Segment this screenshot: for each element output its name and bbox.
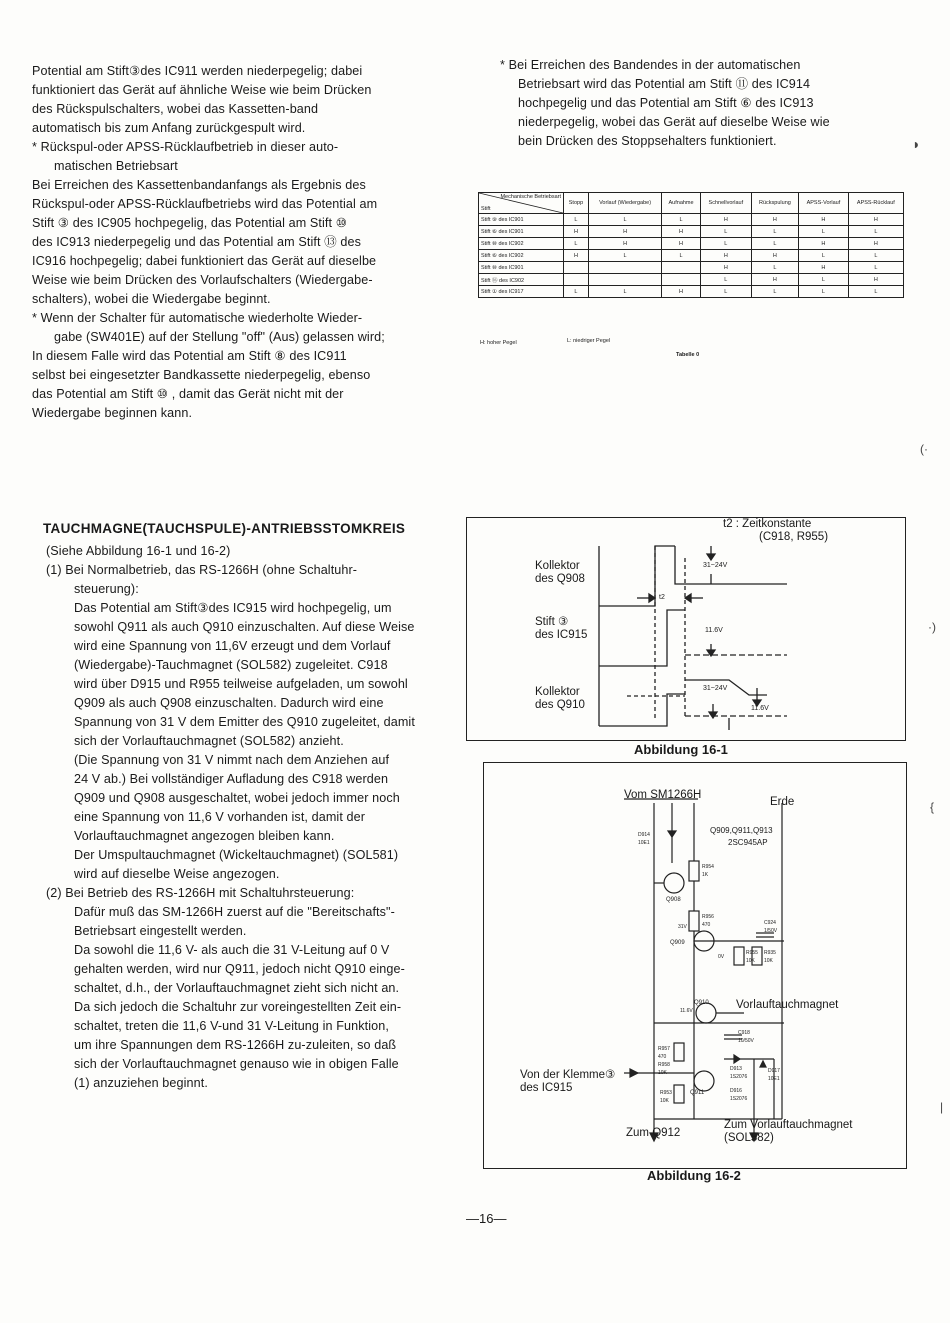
d917-label: D917 10E1 <box>768 1068 780 1082</box>
erde-label: Erde <box>770 796 795 808</box>
transistor-type-label: 2SC945AP <box>728 838 768 847</box>
c924-label: C924 1/50V <box>764 920 778 934</box>
level-cell: L <box>751 262 798 274</box>
section-heading: TAUCHMAGNE(TAUCHSPULE)-ANTRIEBSSTOMKREIS <box>43 521 406 536</box>
level-cell <box>662 274 701 286</box>
text-line: wird eine Spannung von 11,6V erzeugt und dem Vorlauf <box>74 639 391 653</box>
figure-16-2 <box>483 762 907 1169</box>
text-line: Q909 als auch Q908 einzuschalten. Dadurch wird eine <box>74 696 384 710</box>
text-line: * Bei Erreichen des Bandendes in der automatischen <box>500 58 801 72</box>
level-cell: H <box>799 262 849 274</box>
table-row <box>479 286 904 298</box>
voltage-label: 31~24V <box>703 562 728 569</box>
level-cell: H <box>700 262 751 274</box>
column-header: Rückspulung <box>751 193 798 214</box>
r955-label: R955 10K <box>746 950 758 964</box>
column-header: Stopp <box>564 193 589 214</box>
voltage-0v-label: 0V <box>718 954 725 960</box>
text-line: automatisch bis zum Anfang zurückgespult wird. <box>32 121 306 135</box>
text-line: sowohl Q911 als auch Q910 einzuschalten. Auf diese Weise <box>74 620 415 634</box>
text-line: matischen Betriebsart <box>54 159 178 173</box>
voltage-label: 11.6V <box>705 627 723 634</box>
pin-cell: Stift ⑨ des IC901 <box>479 214 564 226</box>
level-cell: L <box>564 214 589 226</box>
d913-label: D913 1S2076 <box>730 1066 748 1080</box>
level-cell: H <box>751 214 798 226</box>
stift3-ic915-label: Stift ③ des IC915 <box>535 616 588 641</box>
text-line: (Wiedergabe)-Tauchmagnet (SOL582) zugeleitet. C918 <box>74 658 388 672</box>
circuit-schematic <box>484 763 906 1168</box>
table-row <box>479 226 904 238</box>
level-cell <box>588 274 661 286</box>
text-line: Rückspul-oder APSS-Rücklaufbetriebs wird das Potential am <box>32 197 378 211</box>
level-cell <box>564 262 589 274</box>
kollektor-q910-label: Kollektor des Q910 <box>535 686 585 711</box>
table-header-row <box>479 193 904 214</box>
pin-cell: Stift ⑥ des IC902 <box>479 250 564 262</box>
level-cell: H <box>662 238 701 250</box>
r935-label: R935 10K <box>764 950 776 964</box>
text-line: (Siehe Abbildung 16-1 und 16-2) <box>46 544 231 558</box>
level-cell: L <box>700 286 751 298</box>
column-header: Vorlauf (Wiedergabe) <box>588 193 661 214</box>
level-cell: L <box>588 214 661 226</box>
legend-low: L: niedriger Pegel <box>567 338 611 344</box>
level-cell: H <box>700 214 751 226</box>
level-cell: H <box>588 238 661 250</box>
d916-label: D916 1S2076 <box>730 1088 748 1102</box>
kollektor-q908-label: Kollektor des Q908 <box>535 560 585 585</box>
table-row <box>479 250 904 262</box>
text-line: Stift ③ des IC905 hochpegelig, das Potential am Stift ⑩ <box>32 216 348 230</box>
text-line: Potential am Stift③des IC911 werden niederpegelig; dabei <box>32 64 363 78</box>
level-cell: L <box>588 250 661 262</box>
right-top-text <box>500 56 890 151</box>
level-cell: L <box>848 262 903 274</box>
level-cell: L <box>700 226 751 238</box>
pin-cell: Stift ⑯ des IC902 <box>479 274 564 286</box>
t2-ref: (C918, R955) <box>759 531 829 543</box>
margin-mark: (· <box>920 442 928 456</box>
level-cell: L <box>799 226 849 238</box>
text-line: des IC913 niederpegelig und das Potential am Stift ⑬ des <box>32 235 362 249</box>
level-cell: L <box>751 226 798 238</box>
text-line: Spannung von 31 V dem Emitter des Q910 zugeleitet, damit <box>74 715 415 729</box>
voltage-31v-label: 31V <box>678 924 687 930</box>
text-line: (1) Bei Normalbetrieb, das RS-1266H (ohne Schaltuhr- <box>46 563 358 577</box>
text-line: steuerung): <box>74 582 139 596</box>
text-line: des Rückspulschalters, wobei das Kassetten-band <box>32 102 319 116</box>
text-line: wird über D915 und R955 teilweise aufgeladen, um sowohl <box>74 677 408 691</box>
figure-16-1-caption: Abbildung 16-1 <box>634 742 728 757</box>
r954-label: R954 1K <box>702 864 714 878</box>
pin-cell: Stift ① des IC917 <box>479 286 564 298</box>
level-cell: L <box>799 286 849 298</box>
level-cell: H <box>751 250 798 262</box>
text-line: funktioniert das Gerät auf ähnliche Weise wie beim Drücken <box>32 83 372 97</box>
q911-label: Q911 <box>690 1090 705 1096</box>
level-cell: H <box>799 238 849 250</box>
text-line: 24 V ab.) Bei vollständiger Aufladung des C918 werden <box>74 772 389 786</box>
pin-cell: Stift ⑩ des IC902 <box>479 238 564 250</box>
text-line: (1) anzuziehen beginnt. <box>74 1076 208 1090</box>
text-line: (Die Spannung von 31 V nimmt nach dem Anziehen auf <box>74 753 390 767</box>
table-caption: Tabelle 0 <box>676 352 700 358</box>
text-line: Vorlauftauchmagnet angezogen bleiben kann. <box>74 829 335 843</box>
level-cell <box>564 274 589 286</box>
level-cell: H <box>588 226 661 238</box>
level-cell: L <box>564 238 589 250</box>
level-cell: L <box>700 274 751 286</box>
level-cell: H <box>662 286 701 298</box>
vom-sm1266h-label: Vom SM1266H <box>624 789 702 801</box>
text-line: sich der Vorlauftauchmagnet (SOL582) anzieht. <box>74 734 344 748</box>
r957-label: R957 470 <box>658 1046 670 1060</box>
text-line: das Potential am Stift ⑩ , damit das Gerät nicht mit der <box>32 387 344 401</box>
margin-mark: { <box>930 800 935 814</box>
zum-q912-label: Zum Q912 <box>626 1127 681 1139</box>
text-line: schalters), wobei die Wiedergabe beginnt. <box>32 292 271 306</box>
voltage-label: 31~24V <box>703 685 728 692</box>
text-line: In diesem Falle wird das Potential am Stift ⑧ des IC911 <box>32 349 347 363</box>
level-cell: L <box>588 286 661 298</box>
vorlauftauchmagnet-label: Vorlauftauchmagnet <box>736 999 839 1011</box>
text-line: eine Spannung von 11,6 V vorhanden ist, damit der <box>74 810 366 824</box>
level-cell: H <box>848 214 903 226</box>
level-cell: L <box>564 286 589 298</box>
text-line: schaltet, treten die 11,6 V-und 31 V-Leitung in Funktion, <box>74 1019 389 1033</box>
text-line: Da sich jedoch die Schaltuhr zur voreingestellten Zeit ein- <box>74 1000 402 1014</box>
level-cell: L <box>662 250 701 262</box>
margin-mark: ·) <box>928 620 936 634</box>
q910-label: Q910 <box>694 1000 709 1006</box>
level-cell: H <box>662 226 701 238</box>
text-line: selbst bei eingesetzter Bandkassette niederpegelig, ebenso <box>32 368 371 382</box>
text-line: Wiedergabe beginnen kann. <box>32 406 193 420</box>
level-cell: H <box>751 274 798 286</box>
text-line: Dafür muß das SM-1266H zuerst auf die "Bereitschafts"- <box>74 905 395 919</box>
level-cell: L <box>662 214 701 226</box>
timing-diagram <box>467 518 905 740</box>
level-cell: L <box>848 250 903 262</box>
text-line: Betriebsart eingestellt werden. <box>74 924 247 938</box>
text-line: gehalten werden, wird nur Q911, jedoch nicht Q910 einge- <box>74 962 405 976</box>
text-line: Da sowohl die 11,6 V- als auch die 31 V-Leitung auf 0 V <box>74 943 390 957</box>
text-line: Q909 und Q908 ausgeschaltet, wobei jedoch immer noch <box>74 791 400 805</box>
level-cell: H <box>848 238 903 250</box>
text-line: (2) Bei Betrieb des RS-1266H mit Schaltuhrsteuerung: <box>46 886 355 900</box>
legend-high: H: hoher Pegel <box>480 340 517 346</box>
q908-label: Q908 <box>666 897 681 903</box>
pin-cell: Stift ⑩ des IC901 <box>479 262 564 274</box>
text-line: Der Umspultauchmagnet (Wickeltauchmagnet) (SOL581) <box>74 848 399 862</box>
state-table <box>478 192 904 298</box>
column-header: APSS-Vorlauf <box>799 193 849 214</box>
level-cell: H <box>700 250 751 262</box>
text-line: schaltet, d.h., der Vorlauftauchmagnet zieht sich nicht an. <box>74 981 400 995</box>
text-line: * Rückspul-oder APSS-Rücklaufbetrieb in dieser auto- <box>32 140 339 154</box>
column-header: APSS-Rücklauf <box>848 193 903 214</box>
level-cell: L <box>848 286 903 298</box>
text-line: wird auf dieselbe Weise angezogen. <box>74 867 280 881</box>
figure-16-1 <box>466 517 906 741</box>
pin-cell: Stift ⑥ des IC901 <box>479 226 564 238</box>
text-line: * Wenn der Schalter für automatische wiederholte Wieder- <box>32 311 363 325</box>
page-number: —16— <box>466 1211 507 1226</box>
text-line: Das Potential am Stift③des IC915 wird hochpegelig, um <box>74 601 392 615</box>
column-header: Aufnahme <box>662 193 701 214</box>
text-line: hochpegelig und das Potential am Stift ⑥ des IC913 <box>518 96 814 110</box>
level-cell: L <box>799 274 849 286</box>
table-corner <box>479 193 564 214</box>
level-cell: H <box>564 226 589 238</box>
column-header: Schnellvorlauf <box>700 193 751 214</box>
text-line: um ihre Spannungen dem RS-1266H zu-zuleiten, so daß <box>74 1038 397 1052</box>
table-row <box>479 238 904 250</box>
table-row <box>479 214 904 226</box>
text-line: Weise wie beim Drücken des Vorlaufschalters (Wiedergabe- <box>32 273 373 287</box>
table-row <box>479 274 904 286</box>
text-line: sich der Vorlauftauchmagnet genauso wie in obigen Falle <box>74 1057 399 1071</box>
von-klemme-label: Von der Klemme③ des IC915 <box>520 1069 616 1094</box>
margin-mark: | <box>940 1100 944 1114</box>
text-line: niederpegelig, wobei das Gerät auf dieselbe Weise wie <box>518 115 830 129</box>
t2-small-label: t2 <box>659 594 665 601</box>
margin-mark: ◗ <box>912 136 921 152</box>
c918-label: C918 10/50V <box>738 1030 754 1044</box>
t2-label: t2 : Zeitkonstante <box>723 518 812 530</box>
level-cell: L <box>848 226 903 238</box>
level-cell: L <box>799 250 849 262</box>
level-cell: H <box>848 274 903 286</box>
level-cell <box>662 262 701 274</box>
d914-label: D914 10E1 <box>638 832 650 846</box>
zum-vorlauf-label: Zum Vorlauftauchmagnet (SOL582) <box>724 1119 853 1144</box>
text-line: IC916 hochpegelig; dabei funktioniert das Gerät auf dieselbe <box>32 254 377 268</box>
level-cell: H <box>564 250 589 262</box>
corner-bottom: Stift <box>481 206 491 212</box>
level-cell: L <box>700 238 751 250</box>
voltage-116v-label: 11.6V <box>680 1008 693 1014</box>
left-top-text <box>32 62 422 423</box>
level-cell: L <box>751 286 798 298</box>
table-row <box>479 262 904 274</box>
r953-label: R953 10K <box>660 1090 672 1104</box>
corner-top: Mechanische Betriebsart <box>500 194 561 200</box>
voltage-label: 11.6V <box>751 705 769 712</box>
level-cell <box>588 262 661 274</box>
text-line: Bei Erreichen des Kassettenbandanfangs als Ergebnis des <box>32 178 366 192</box>
text-line: gabe (SW401E) auf der Stellung "off" (Aus) gelassen wird; <box>54 330 385 344</box>
q909-label: Q909 <box>670 940 685 946</box>
section-body <box>46 542 456 1093</box>
r956-label: R956 470 <box>702 914 714 928</box>
level-cell: H <box>799 214 849 226</box>
transistor-list-label: Q909,Q911,Q913 <box>710 826 773 835</box>
text-line: Betriebsart wird das Potential am Stift ⑪ des IC914 <box>518 77 811 91</box>
text-line: bein Drücken des Stoppsehalters funktioniert. <box>518 134 777 148</box>
r958-label: R958 10K <box>658 1062 670 1076</box>
figure-16-2-caption: Abbildung 16-2 <box>647 1168 741 1183</box>
level-cell: L <box>751 238 798 250</box>
